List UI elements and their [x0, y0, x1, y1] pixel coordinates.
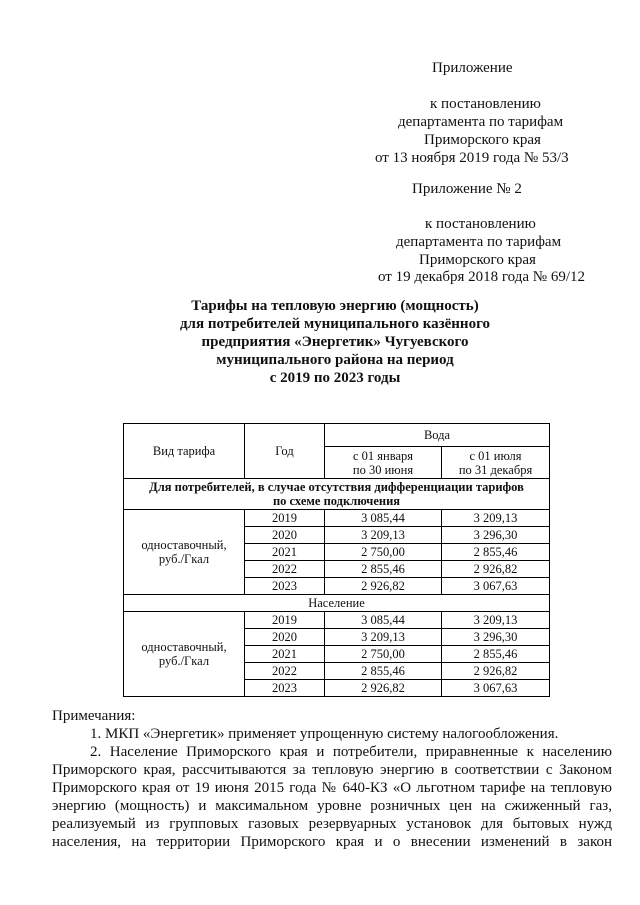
value-cell-period-1: 2 926,82	[325, 680, 442, 697]
value-cell-period-2: 3 209,13	[442, 510, 550, 527]
table-header-row	[124, 424, 550, 447]
table-row	[124, 612, 550, 629]
period-2-line-2: по 31 декабря	[458, 462, 533, 477]
decree-ref-line: от 19 декабря 2018 года № 69/12	[378, 269, 586, 285]
value-cell-period-2: 2 855,46	[442, 544, 550, 561]
tariff-type-cell	[124, 612, 245, 697]
value-cell-period-1: 3 209,13	[325, 629, 442, 646]
value-cell-period-2: 2 926,82	[442, 561, 550, 578]
appendix-2-label: Приложение № 2	[412, 181, 522, 197]
notes-section	[52, 707, 612, 851]
year-cell: 2020	[245, 527, 325, 544]
year-cell: 2021	[245, 544, 325, 561]
title-line: с 2019 по 2023 годы	[269, 370, 401, 386]
value-cell-period-1: 2 855,46	[325, 561, 442, 578]
note-2-line: Приморского края, рассчитываются за тепловую энергию в соответствии с Законом	[52, 762, 612, 778]
column-header-water: Вода	[325, 424, 550, 447]
tariffs-table	[123, 423, 550, 697]
decree-ref-line: от 13 ноября 2019 года № 53/3	[375, 150, 569, 166]
period-1-line-2: по 30 июня	[352, 462, 414, 477]
value-cell-period-1: 3 085,44	[325, 510, 442, 527]
year-cell: 2021	[245, 646, 325, 663]
note-2-line: населения, на территории Приморского края и о внесении изменений в закон	[52, 834, 612, 850]
value-cell-period-2: 3 067,63	[442, 578, 550, 595]
title-line: предприятия «Энергетик» Чугуевского	[201, 334, 469, 350]
title-line: Тарифы на тепловую энергию (мощность)	[191, 298, 479, 314]
note-2-line: реализуемый из групповых газовых резервуарных установок для бытовых нужд	[52, 816, 612, 832]
title-line: муниципального района на период	[216, 352, 454, 368]
section-title-row	[124, 479, 550, 510]
value-cell-period-2: 3 296,30	[442, 629, 550, 646]
title-line: для потребителей муниципального казённого	[179, 316, 491, 332]
appendix-label: Приложение	[432, 60, 513, 76]
tariff-type-cell	[124, 510, 245, 595]
decree-ref-line: Приморского края	[419, 252, 536, 268]
tariff-type-line-1: одноставочный,	[141, 538, 227, 552]
year-cell: 2023	[245, 680, 325, 697]
value-cell-period-1: 3 209,13	[325, 527, 442, 544]
year-cell: 2019	[245, 612, 325, 629]
section-title-line-2: по схеме подключения	[272, 494, 401, 508]
value-cell-period-2: 2 926,82	[442, 663, 550, 680]
notes-heading: Примечания:	[52, 708, 136, 724]
document-title	[150, 297, 520, 387]
value-cell-period-2: 3 067,63	[442, 680, 550, 697]
decree-ref-line: департамента по тарифам	[398, 114, 564, 130]
section-title: Население	[124, 595, 550, 612]
section-title-row	[124, 595, 550, 612]
value-cell-period-1: 2 926,82	[325, 578, 442, 595]
value-cell-period-1: 2 750,00	[325, 544, 442, 561]
tariff-type-line-1: одноставочный,	[141, 640, 227, 654]
note-2-line: 2. Население Приморского края и потребители, приравненные к населению	[90, 744, 612, 760]
year-cell: 2020	[245, 629, 325, 646]
tariff-type-line-2: руб./Гкал	[158, 552, 210, 566]
column-header-period-1	[325, 447, 442, 479]
column-header-period-2	[442, 447, 550, 479]
decree-ref-line: департамента по тарифам	[396, 234, 562, 250]
value-cell-period-2: 3 209,13	[442, 612, 550, 629]
section-title	[124, 479, 550, 510]
section-title-line-1: Для потребителей, в случае отсутствия дифференциации тарифов	[149, 480, 524, 494]
value-cell-period-1: 3 085,44	[325, 612, 442, 629]
value-cell-period-1: 2 750,00	[325, 646, 442, 663]
value-cell-period-2: 2 855,46	[442, 646, 550, 663]
value-cell-period-1: 2 855,46	[325, 663, 442, 680]
year-cell: 2023	[245, 578, 325, 595]
column-header-year: Год	[245, 424, 325, 479]
period-1-line-1: с 01 января	[352, 448, 414, 463]
column-header-tariff-type: Вид тарифа	[124, 424, 245, 479]
decree-ref-line: к постановлению	[430, 96, 541, 112]
table-row	[124, 510, 550, 527]
note-1: 1. МКП «Энергетик» применяет упрощенную систему налогообложения.	[90, 726, 559, 742]
decree-ref-line: Приморского края	[424, 132, 541, 148]
year-cell: 2022	[245, 663, 325, 680]
decree-ref-line: к постановлению	[425, 216, 536, 232]
period-2-line-1: с 01 июля	[469, 448, 522, 463]
note-2-line: энергию (мощность) и максимальном уровне розничных цен на сжиженный газ,	[52, 798, 612, 814]
tariff-type-line-2: руб./Гкал	[158, 654, 210, 668]
value-cell-period-2: 3 296,30	[442, 527, 550, 544]
year-cell: 2019	[245, 510, 325, 527]
year-cell: 2022	[245, 561, 325, 578]
note-2-line: Приморского края от 19 июня 2015 года № 640-КЗ «О льготном тарифе на тепловую	[52, 780, 612, 796]
